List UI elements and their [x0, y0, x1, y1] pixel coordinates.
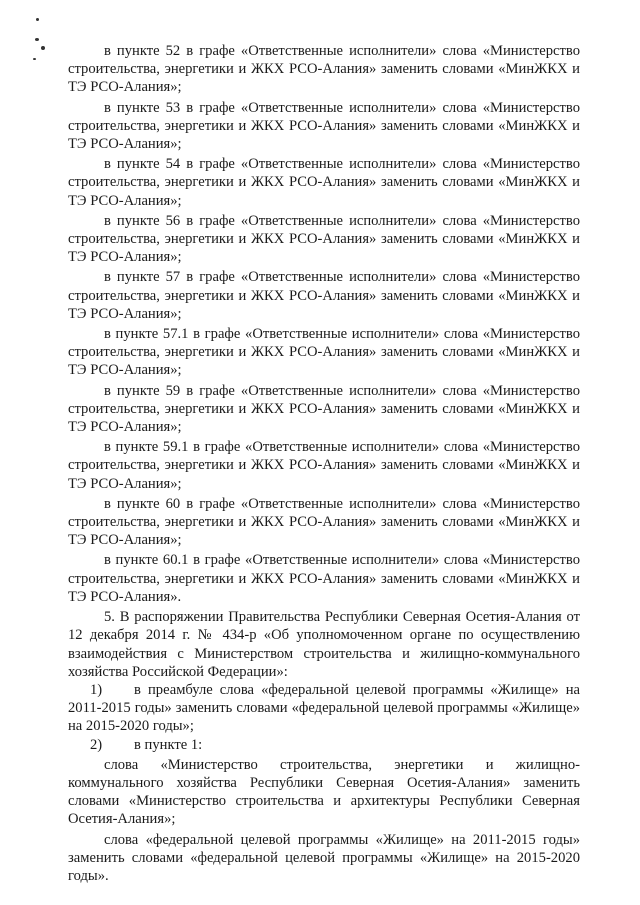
paragraph-item-59-1: в пункте 59.1 в графе «Ответственные исполнители» слова «Министерство строительства, энергетики и ЖКХ РСО-Алания» заменить словами «МинЖКХ и ТЭ РСО-Алания»; [68, 439, 580, 492]
paragraph-item-59: в пункте 59 в графе «Ответственные исполнители» слова «Министерство строительства, энергетики и ЖКХ РСО-Алания» заменить словами «МинЖКХ и ТЭ РСО-Алания»; [68, 382, 580, 436]
scan-speck-1 [36, 18, 39, 21]
paragraph-item-57-1: в пункте 57.1 в графе «Ответственные исполнители» слова «Министерство строительства, энергетики и ЖКХ РСО-Алания» заменить словами «МинЖКХ и ТЭ РСО-Алания»; [68, 326, 580, 379]
paragraph-replace-program: слова «федеральной целевой программы «Жилище» на 2011-2015 годы» заменить словами «федеральной целевой программы «Жилище» на 2015-2020 годы». [68, 831, 580, 884]
subitem-2-text: в пункте 1: [134, 736, 203, 753]
paragraph-item-60-1: в пункте 60.1 в графе «Ответственные исполнители» слова «Министерство строительства, энергетики и ЖКХ РСО-Алания» заменить словами «МинЖКХ и ТЭ РСО-Алания». [68, 552, 580, 605]
subitem-1 [68, 681, 580, 736]
paragraph-replace-ministry: слова «Министерство строительства, энергетики и жилищно-коммунального хозяйства Республики Северная Осетия-Алания» заменить словами «Министерство строительства и архитектуры Республики Северная Осетия-Алания»; [68, 756, 580, 828]
document-page [68, 42, 580, 885]
scan-speck-3 [41, 46, 45, 50]
paragraph-item-53: в пункте 53 в графе «Ответственные исполнители» слова «Министерство строительства, энергетики и ЖКХ РСО-Алания» заменить словами «МинЖКХ и ТЭ РСО-Алания»; [68, 99, 580, 153]
paragraph-item-54: в пункте 54 в графе «Ответственные исполнители» слова «Министерство строительства, энергетики и ЖКХ РСО-Алания» заменить словами «МинЖКХ и ТЭ РСО-Алания»; [68, 156, 580, 209]
subitem-2 [68, 736, 580, 754]
paragraph-item-52: в пункте 52 в графе «Ответственные исполнители» слова «Министерство строительства, энергетики и ЖКХ РСО-Алания» заменить словами «МинЖКХ и ТЭ РСО-Алания»; [68, 43, 580, 96]
scan-speck-4 [33, 58, 36, 60]
subitem-1-text: в преамбуле слова «федеральной целевой программы «Жилище» на 2011-2015 годы» заменить словами «федеральной целевой программы «Жилище» на 2015-2020 годы»; [68, 681, 580, 735]
paragraph-section-5: 5. В распоряжении Правительства Республики Северная Осетия-Алания от 12 декабря 2014 г. № 434-р «Об уполномоченном органе по осуществлению взаимодействия с Министерством строительства и жилищно-коммунального хозяйства Российской Федерации»: [68, 609, 580, 680]
subitem-1-number: 1) [90, 681, 103, 698]
scan-speck-2 [35, 38, 39, 41]
paragraph-item-57: в пункте 57 в графе «Ответственные исполнители» слова «Министерство строительства, энергетики и ЖКХ РСО-Алания» заменить словами «МинЖКХ и ТЭ РСО-Алания»; [68, 269, 580, 322]
paragraph-item-56: в пункте 56 в графе «Ответственные исполнители» слова «Министерство строительства, энергетики и ЖКХ РСО-Алания» заменить словами «МинЖКХ и ТЭ РСО-Алания»; [68, 212, 580, 266]
subitem-2-number: 2) [90, 736, 103, 753]
paragraph-item-60: в пункте 60 в графе «Ответственные исполнители» слова «Министерство строительства, энергетики и ЖКХ РСО-Алания» заменить словами «МинЖКХ и ТЭ РСО-Алания»; [68, 495, 580, 549]
